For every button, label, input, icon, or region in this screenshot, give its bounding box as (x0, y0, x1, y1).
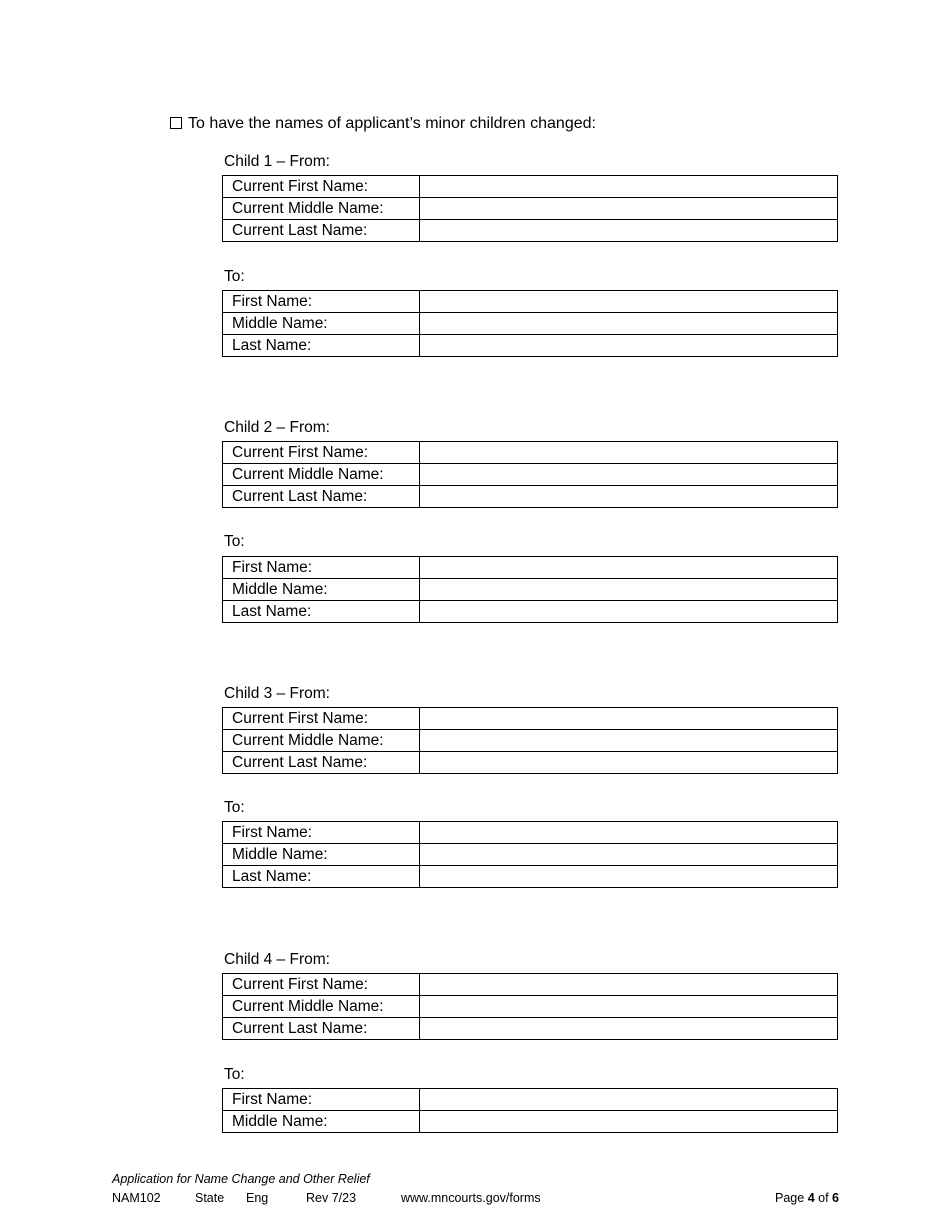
child-3-to-table (222, 821, 838, 888)
minor-children-option (170, 115, 596, 133)
child-2-current-middle-name-label: Current Middle Name: (223, 464, 420, 486)
child-2-current-middle-name-field[interactable] (420, 464, 838, 486)
child-1-current-first-name-label: Current First Name: (223, 176, 420, 198)
child-4-current-first-name-label: Current First Name: (223, 974, 420, 996)
child-2-middle-name-label: Middle Name: (223, 579, 420, 601)
child-1-from-label: Child 1 – From: (224, 153, 330, 170)
child-3-current-middle-name-label: Current Middle Name: (223, 730, 420, 752)
child-4-middle-name-field[interactable] (420, 1111, 838, 1133)
child-3-to-label: To: (224, 799, 245, 816)
child-3-from-label: Child 3 – From: (224, 685, 330, 702)
child-1-current-last-name-field[interactable] (420, 220, 838, 242)
child-2-current-first-name-label: Current First Name: (223, 442, 420, 464)
child-1-middle-name-label: Middle Name: (223, 313, 420, 335)
child-3-current-first-name-label: Current First Name: (223, 708, 420, 730)
child-1-to-table (222, 290, 838, 357)
child-1-current-middle-name-field[interactable] (420, 198, 838, 220)
footer-url[interactable]: www.mncourts.gov/forms (401, 1191, 541, 1205)
child-2-current-last-name-field[interactable] (420, 486, 838, 508)
child-3-middle-name-field[interactable] (420, 844, 838, 866)
child-2-current-first-name-field[interactable] (420, 442, 838, 464)
child-3-current-middle-name-field[interactable] (420, 730, 838, 752)
footer-form-title: Application for Name Change and Other Relief (112, 1172, 370, 1186)
child-3-from-table (222, 707, 838, 774)
page-of: of (818, 1191, 829, 1205)
child-2-from-table (222, 441, 838, 508)
child-4-to-table (222, 1088, 838, 1133)
child-1-current-first-name-field[interactable] (420, 176, 838, 198)
minor-children-checkbox[interactable] (170, 117, 182, 129)
child-1-last-name-label: Last Name: (223, 335, 420, 357)
child-4-from-table (222, 973, 838, 1040)
child-4-current-first-name-field[interactable] (420, 974, 838, 996)
child-4-current-middle-name-label: Current Middle Name: (223, 996, 420, 1018)
minor-children-option-text: To have the names of applicant’s minor children changed: (188, 115, 596, 132)
child-4-current-last-name-field[interactable] (420, 1018, 838, 1040)
footer-form-code: NAM102 (112, 1191, 161, 1205)
child-1-middle-name-field[interactable] (420, 313, 838, 335)
child-3-first-name-field[interactable] (420, 822, 838, 844)
child-1-current-middle-name-label: Current Middle Name: (223, 198, 420, 220)
footer-page-number (775, 1191, 839, 1205)
child-1-to-label: To: (224, 268, 245, 285)
footer-language: Eng (246, 1191, 269, 1205)
child-4-first-name-label: First Name: (223, 1089, 420, 1111)
child-2-to-label: To: (224, 533, 245, 550)
child-1-first-name-field[interactable] (420, 291, 838, 313)
child-2-from-label: Child 2 – From: (224, 419, 330, 436)
child-3-first-name-label: First Name: (223, 822, 420, 844)
child-1-from-table (222, 175, 838, 242)
child-3-last-name-field[interactable] (420, 866, 838, 888)
child-4-current-last-name-label: Current Last Name: (223, 1018, 420, 1040)
footer-revision: Rev 7/23 (306, 1191, 357, 1205)
child-3-current-last-name-field[interactable] (420, 752, 838, 774)
child-3-last-name-label: Last Name: (223, 866, 420, 888)
child-1-current-last-name-label: Current Last Name: (223, 220, 420, 242)
child-4-from-label: Child 4 – From: (224, 951, 330, 968)
child-2-first-name-label: First Name: (223, 557, 420, 579)
child-2-current-last-name-label: Current Last Name: (223, 486, 420, 508)
child-2-middle-name-field[interactable] (420, 579, 838, 601)
page-prefix: Page (775, 1191, 805, 1205)
child-4-to-label: To: (224, 1066, 245, 1083)
child-2-first-name-field[interactable] (420, 557, 838, 579)
child-1-last-name-field[interactable] (420, 335, 838, 357)
page-total: 6 (832, 1191, 839, 1205)
child-2-to-table (222, 556, 838, 623)
child-1-first-name-label: First Name: (223, 291, 420, 313)
child-3-current-first-name-field[interactable] (420, 708, 838, 730)
page-current: 4 (807, 1191, 815, 1205)
child-2-last-name-label: Last Name: (223, 601, 420, 623)
child-4-middle-name-label: Middle Name: (223, 1111, 420, 1133)
child-3-middle-name-label: Middle Name: (223, 844, 420, 866)
child-4-first-name-field[interactable] (420, 1089, 838, 1111)
child-2-last-name-field[interactable] (420, 601, 838, 623)
child-3-current-last-name-label: Current Last Name: (223, 752, 420, 774)
child-4-current-middle-name-field[interactable] (420, 996, 838, 1018)
footer-jurisdiction: State (195, 1191, 225, 1205)
